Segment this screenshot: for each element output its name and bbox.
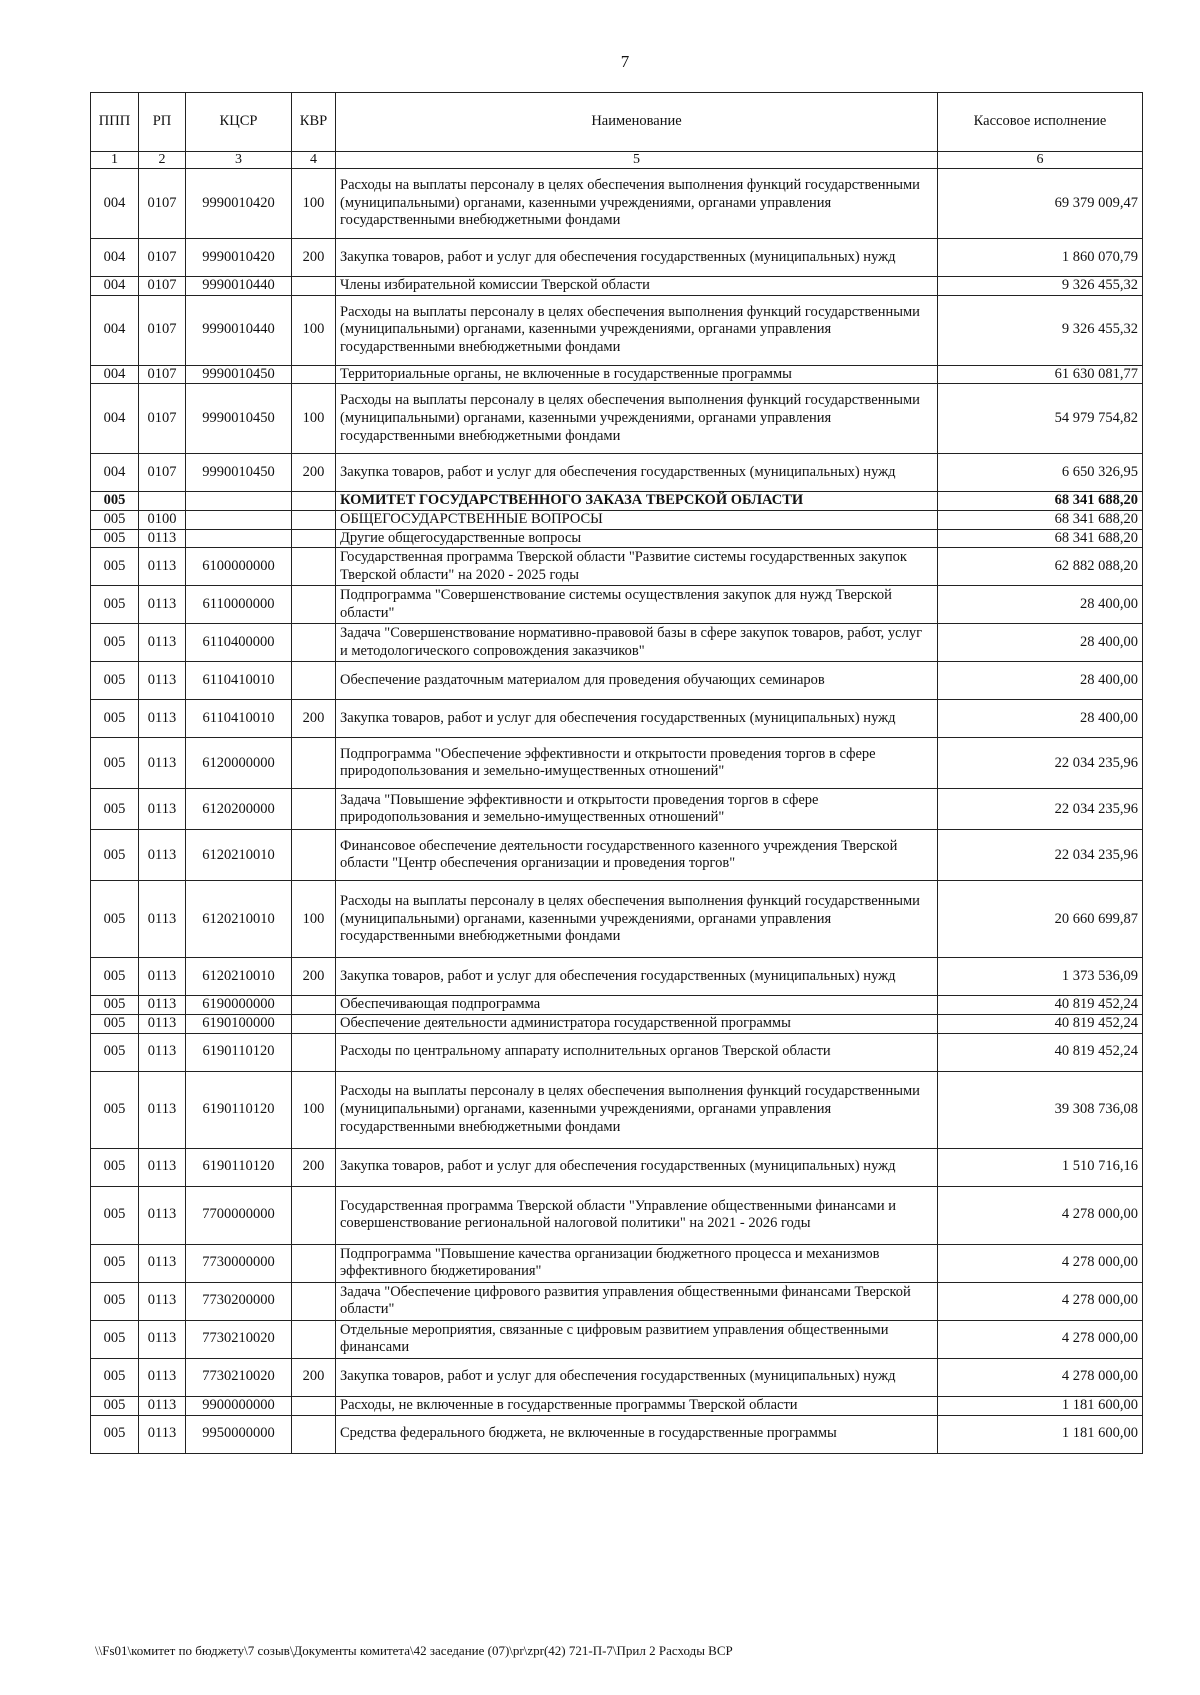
amount-cell: 62 882 088,20 [938, 548, 1143, 586]
ppp-cell: 005 [91, 996, 139, 1015]
amount-cell: 68 341 688,20 [938, 492, 1143, 511]
rp-cell: 0113 [139, 1071, 186, 1148]
name-cell: Другие общегосударственные вопросы [336, 529, 938, 548]
ppp-cell: 004 [91, 295, 139, 365]
kvr-cell [292, 1320, 336, 1358]
table-row [91, 738, 1143, 789]
table-row [91, 1415, 1143, 1453]
kcsr-cell: 6120210010 [186, 958, 292, 996]
name-cell: Подпрограмма "Обеспечение эффективности и открытости проведения торгов в сфере природопользования и земельно-имущественных отношений" [336, 738, 938, 789]
kvr-cell [292, 1015, 336, 1034]
table-row [91, 454, 1143, 492]
kcsr-cell: 6110000000 [186, 586, 292, 624]
table-row [91, 996, 1143, 1015]
ppp-cell: 005 [91, 789, 139, 830]
kcsr-cell: 6190110120 [186, 1148, 292, 1186]
rp-cell: 0107 [139, 384, 186, 454]
table-row [91, 1282, 1143, 1320]
name-cell: Расходы на выплаты персоналу в целях обеспечения выполнения функций государственными (муниципальными) органами, казенными учреждениями, органами управления государственными внебюджетными фондами [336, 1071, 938, 1148]
kcsr-cell [186, 492, 292, 511]
kvr-cell [292, 738, 336, 789]
amount-cell: 22 034 235,96 [938, 789, 1143, 830]
table-row [91, 624, 1143, 662]
kvr-cell [292, 492, 336, 511]
table-row [91, 548, 1143, 586]
header-rp: РП [139, 93, 186, 152]
kcsr-cell: 7730210020 [186, 1358, 292, 1396]
amount-cell: 28 400,00 [938, 624, 1143, 662]
table-row [91, 239, 1143, 277]
kvr-cell: 200 [292, 239, 336, 277]
rp-cell: 0107 [139, 365, 186, 384]
ppp-cell: 005 [91, 1186, 139, 1244]
table-row [91, 169, 1143, 239]
amount-cell: 6 650 326,95 [938, 454, 1143, 492]
kvr-cell: 100 [292, 881, 336, 958]
rp-cell: 0113 [139, 789, 186, 830]
rp-cell: 0113 [139, 548, 186, 586]
name-cell: Расходы по центральному аппарату исполнительных органов Тверской области [336, 1033, 938, 1071]
rp-cell: 0113 [139, 830, 186, 881]
rp-cell: 0113 [139, 1244, 186, 1282]
rp-cell: 0113 [139, 1396, 186, 1415]
kvr-cell: 100 [292, 295, 336, 365]
rp-cell: 0107 [139, 239, 186, 277]
kvr-cell [292, 1033, 336, 1071]
name-cell: Расходы, не включенные в государственные программы Тверской области [336, 1396, 938, 1415]
amount-cell: 22 034 235,96 [938, 830, 1143, 881]
name-cell: Обеспечение раздаточным материалом для проведения обучающих семинаров [336, 662, 938, 700]
kcsr-cell: 6120210010 [186, 830, 292, 881]
table-row [91, 1071, 1143, 1148]
ppp-cell: 005 [91, 881, 139, 958]
kvr-cell [292, 1415, 336, 1453]
name-cell: Закупка товаров, работ и услуг для обеспечения государственных (муниципальных) нужд [336, 700, 938, 738]
name-cell: Закупка товаров, работ и услуг для обеспечения государственных (муниципальных) нужд [336, 1148, 938, 1186]
ppp-cell: 005 [91, 700, 139, 738]
kvr-cell [292, 277, 336, 296]
name-cell: Закупка товаров, работ и услуг для обеспечения государственных (муниципальных) нужд [336, 958, 938, 996]
table-row [91, 881, 1143, 958]
table-row [91, 492, 1143, 511]
kcsr-cell: 6190110120 [186, 1033, 292, 1071]
table-row [91, 1244, 1143, 1282]
kvr-cell: 200 [292, 700, 336, 738]
kcsr-cell: 9950000000 [186, 1415, 292, 1453]
name-cell: Финансовое обеспечение деятельности государственного казенного учреждения Тверской области "Центр обеспечения организации и проведения торгов" [336, 830, 938, 881]
kvr-cell: 200 [292, 958, 336, 996]
kcsr-cell: 6190110120 [186, 1071, 292, 1148]
kvr-cell [292, 511, 336, 530]
ppp-cell: 005 [91, 1320, 139, 1358]
amount-cell: 9 326 455,32 [938, 277, 1143, 296]
kcsr-cell: 9990010450 [186, 454, 292, 492]
ppp-cell: 005 [91, 738, 139, 789]
table-row [91, 365, 1143, 384]
rp-cell: 0113 [139, 529, 186, 548]
kcsr-cell: 9990010420 [186, 239, 292, 277]
amount-cell: 1 860 070,79 [938, 239, 1143, 277]
column-number-row [91, 152, 1143, 169]
name-cell: Расходы на выплаты персоналу в целях обеспечения выполнения функций государственными (муниципальными) органами, казенными учреждениями, органами управления государственными внебюджетными фондами [336, 169, 938, 239]
kvr-cell: 200 [292, 1358, 336, 1396]
rp-cell: 0113 [139, 1358, 186, 1396]
amount-cell: 4 278 000,00 [938, 1244, 1143, 1282]
kvr-cell [292, 1244, 336, 1282]
table-row [91, 511, 1143, 530]
name-cell: Подпрограмма "Совершенствование системы осуществления закупок для нужд Тверской области" [336, 586, 938, 624]
kcsr-cell: 6190000000 [186, 996, 292, 1015]
ppp-cell: 005 [91, 830, 139, 881]
ppp-cell: 005 [91, 1396, 139, 1415]
header-kvr: КВР [292, 93, 336, 152]
ppp-cell: 005 [91, 511, 139, 530]
table-row [91, 789, 1143, 830]
rp-cell: 0107 [139, 277, 186, 296]
name-cell: Подпрограмма "Повышение качества организации бюджетного процесса и механизмов эффективного бюджетирования" [336, 1244, 938, 1282]
amount-cell: 40 819 452,24 [938, 1033, 1143, 1071]
amount-cell: 54 979 754,82 [938, 384, 1143, 454]
header-row [91, 93, 1143, 152]
kcsr-cell: 9990010440 [186, 277, 292, 296]
header-amount: Кассовое исполнение [938, 93, 1143, 152]
kcsr-cell: 6190100000 [186, 1015, 292, 1034]
ppp-cell: 005 [91, 529, 139, 548]
kcsr-cell: 7700000000 [186, 1186, 292, 1244]
kcsr-cell [186, 511, 292, 530]
table-row [91, 1186, 1143, 1244]
amount-cell: 40 819 452,24 [938, 1015, 1143, 1034]
amount-cell: 9 326 455,32 [938, 295, 1143, 365]
name-cell: Расходы на выплаты персоналу в целях обеспечения выполнения функций государственными (муниципальными) органами, казенными учреждениями, органами управления государственными внебюджетными фондами [336, 295, 938, 365]
header-kcsr: КЦСР [186, 93, 292, 152]
amount-cell: 28 400,00 [938, 586, 1143, 624]
kvr-cell [292, 365, 336, 384]
table-row [91, 662, 1143, 700]
rp-cell: 0113 [139, 586, 186, 624]
kvr-cell: 200 [292, 454, 336, 492]
name-cell: Закупка товаров, работ и услуг для обеспечения государственных (муниципальных) нужд [336, 454, 938, 492]
amount-cell: 39 308 736,08 [938, 1071, 1143, 1148]
ppp-cell: 004 [91, 277, 139, 296]
rp-cell: 0113 [139, 1320, 186, 1358]
table-body [91, 169, 1143, 1454]
kvr-cell [292, 830, 336, 881]
column-number: 3 [186, 152, 292, 169]
amount-cell: 69 379 009,47 [938, 169, 1143, 239]
amount-cell: 61 630 081,77 [938, 365, 1143, 384]
rp-cell: 0113 [139, 662, 186, 700]
ppp-cell: 005 [91, 1033, 139, 1071]
rp-cell: 0107 [139, 169, 186, 239]
table-row [91, 277, 1143, 296]
kcsr-cell: 9990010420 [186, 169, 292, 239]
name-cell: КОМИТЕТ ГОСУДАРСТВЕННОГО ЗАКАЗА ТВЕРСКОЙ ОБЛАСТИ [336, 492, 938, 511]
rp-cell: 0113 [139, 1033, 186, 1071]
kvr-cell [292, 548, 336, 586]
ppp-cell: 005 [91, 548, 139, 586]
name-cell: Расходы на выплаты персоналу в целях обеспечения выполнения функций государственными (муниципальными) органами, казенными учреждениями, органами управления государственными внебюджетными фондами [336, 881, 938, 958]
kvr-cell [292, 586, 336, 624]
name-cell: Отдельные мероприятия, связанные с цифровым развитием управления общественными финансами [336, 1320, 938, 1358]
ppp-cell: 004 [91, 169, 139, 239]
rp-cell: 0100 [139, 511, 186, 530]
kvr-cell [292, 662, 336, 700]
kcsr-cell: 6100000000 [186, 548, 292, 586]
name-cell: Средства федерального бюджета, не включенные в государственные программы [336, 1415, 938, 1453]
kcsr-cell: 6110410010 [186, 662, 292, 700]
amount-cell: 4 278 000,00 [938, 1358, 1143, 1396]
table-row [91, 1396, 1143, 1415]
name-cell: ОБЩЕГОСУДАРСТВЕННЫЕ ВОПРОСЫ [336, 511, 938, 530]
kcsr-cell: 9990010450 [186, 384, 292, 454]
name-cell: Территориальные органы, не включенные в государственные программы [336, 365, 938, 384]
name-cell: Закупка товаров, работ и услуг для обеспечения государственных (муниципальных) нужд [336, 1358, 938, 1396]
ppp-cell: 005 [91, 1015, 139, 1034]
ppp-cell: 005 [91, 492, 139, 511]
name-cell: Задача "Совершенствование нормативно-правовой базы в сфере закупок товаров, работ, услуг и методологического сопровождения заказчиков" [336, 624, 938, 662]
rp-cell: 0113 [139, 1186, 186, 1244]
rp-cell: 0113 [139, 881, 186, 958]
amount-cell: 1 373 536,09 [938, 958, 1143, 996]
kvr-cell: 200 [292, 1148, 336, 1186]
name-cell: Государственная программа Тверской области "Управление общественными финансами и совершенствование региональной налоговой политики" на 2021 - 2026 годы [336, 1186, 938, 1244]
kvr-cell [292, 1186, 336, 1244]
kvr-cell [292, 624, 336, 662]
rp-cell: 0113 [139, 996, 186, 1015]
rp-cell: 0113 [139, 1015, 186, 1034]
name-cell: Задача "Обеспечение цифрового развития управления общественными финансами Тверской области" [336, 1282, 938, 1320]
kvr-cell [292, 996, 336, 1015]
amount-cell: 1 510 716,16 [938, 1148, 1143, 1186]
column-number: 5 [336, 152, 938, 169]
column-number: 1 [91, 152, 139, 169]
ppp-cell: 005 [91, 1071, 139, 1148]
ppp-cell: 004 [91, 365, 139, 384]
rp-cell: 0113 [139, 1148, 186, 1186]
header-ppp: ППП [91, 93, 139, 152]
amount-cell: 20 660 699,87 [938, 881, 1143, 958]
table-row [91, 830, 1143, 881]
table-row [91, 958, 1143, 996]
kcsr-cell: 9900000000 [186, 1396, 292, 1415]
kcsr-cell: 6110410010 [186, 700, 292, 738]
amount-cell: 1 181 600,00 [938, 1396, 1143, 1415]
kvr-cell [292, 1282, 336, 1320]
kvr-cell [292, 789, 336, 830]
name-cell: Задача "Повышение эффективности и открытости проведения торгов в сфере природопользования и земельно-имущественных отношений" [336, 789, 938, 830]
name-cell: Закупка товаров, работ и услуг для обеспечения государственных (муниципальных) нужд [336, 239, 938, 277]
kcsr-cell: 7730200000 [186, 1282, 292, 1320]
table-row [91, 384, 1143, 454]
table-row [91, 1148, 1143, 1186]
page-number: 7 [620, 52, 630, 71]
header-name: Наименование [336, 93, 938, 152]
budget-table [90, 92, 1143, 1454]
amount-cell: 28 400,00 [938, 700, 1143, 738]
ppp-cell: 004 [91, 454, 139, 492]
column-number: 4 [292, 152, 336, 169]
table-row [91, 700, 1143, 738]
kvr-cell: 100 [292, 169, 336, 239]
amount-cell: 40 819 452,24 [938, 996, 1143, 1015]
name-cell: Расходы на выплаты персоналу в целях обеспечения выполнения функций государственными (муниципальными) органами, казенными учреждениями, органами управления государственными внебюджетными фондами [336, 384, 938, 454]
table-row [91, 586, 1143, 624]
amount-cell: 22 034 235,96 [938, 738, 1143, 789]
table-row [91, 1358, 1143, 1396]
kcsr-cell: 9990010450 [186, 365, 292, 384]
table-row [91, 1015, 1143, 1034]
amount-cell: 28 400,00 [938, 662, 1143, 700]
rp-cell: 0113 [139, 958, 186, 996]
ppp-cell: 005 [91, 1282, 139, 1320]
ppp-cell: 005 [91, 958, 139, 996]
kcsr-cell [186, 529, 292, 548]
name-cell: Обеспечение деятельности администратора государственной программы [336, 1015, 938, 1034]
name-cell: Государственная программа Тверской области "Развитие системы государственных закупок Тверской области" на 2020 - 2025 годы [336, 548, 938, 586]
kvr-cell: 100 [292, 384, 336, 454]
footer-file-path: \\Fs01\комитет по бюджету\7 созыв\Документы комитета\42 заседание (07)\pr\zpr(42) 721-П-7\Прил 2 Расходы ВСР [95, 1643, 733, 1658]
table-row [91, 295, 1143, 365]
table-row [91, 529, 1143, 548]
ppp-cell: 005 [91, 586, 139, 624]
amount-cell: 68 341 688,20 [938, 529, 1143, 548]
name-cell: Обеспечивающая подпрограмма [336, 996, 938, 1015]
amount-cell: 4 278 000,00 [938, 1282, 1143, 1320]
kcsr-cell: 7730210020 [186, 1320, 292, 1358]
kvr-cell [292, 529, 336, 548]
table-row [91, 1320, 1143, 1358]
rp-cell: 0113 [139, 738, 186, 789]
column-number: 6 [938, 152, 1143, 169]
rp-cell: 0107 [139, 454, 186, 492]
kcsr-cell: 9990010440 [186, 295, 292, 365]
kcsr-cell: 6120000000 [186, 738, 292, 789]
kvr-cell: 100 [292, 1071, 336, 1148]
ppp-cell: 005 [91, 1358, 139, 1396]
ppp-cell: 005 [91, 624, 139, 662]
amount-cell: 4 278 000,00 [938, 1186, 1143, 1244]
amount-cell: 4 278 000,00 [938, 1320, 1143, 1358]
kcsr-cell: 6120210010 [186, 881, 292, 958]
rp-cell: 0113 [139, 700, 186, 738]
ppp-cell: 005 [91, 1244, 139, 1282]
rp-cell [139, 492, 186, 511]
table-row [91, 1033, 1143, 1071]
ppp-cell: 005 [91, 1148, 139, 1186]
kcsr-cell: 6110400000 [186, 624, 292, 662]
ppp-cell: 004 [91, 384, 139, 454]
amount-cell: 68 341 688,20 [938, 511, 1143, 530]
ppp-cell: 004 [91, 239, 139, 277]
rp-cell: 0113 [139, 1415, 186, 1453]
ppp-cell: 005 [91, 1415, 139, 1453]
kcsr-cell: 7730000000 [186, 1244, 292, 1282]
name-cell: Члены избирательной комиссии Тверской области [336, 277, 938, 296]
ppp-cell: 005 [91, 662, 139, 700]
rp-cell: 0107 [139, 295, 186, 365]
rp-cell: 0113 [139, 1282, 186, 1320]
kvr-cell [292, 1396, 336, 1415]
column-number: 2 [139, 152, 186, 169]
kcsr-cell: 6120200000 [186, 789, 292, 830]
amount-cell: 1 181 600,00 [938, 1415, 1143, 1453]
rp-cell: 0113 [139, 624, 186, 662]
